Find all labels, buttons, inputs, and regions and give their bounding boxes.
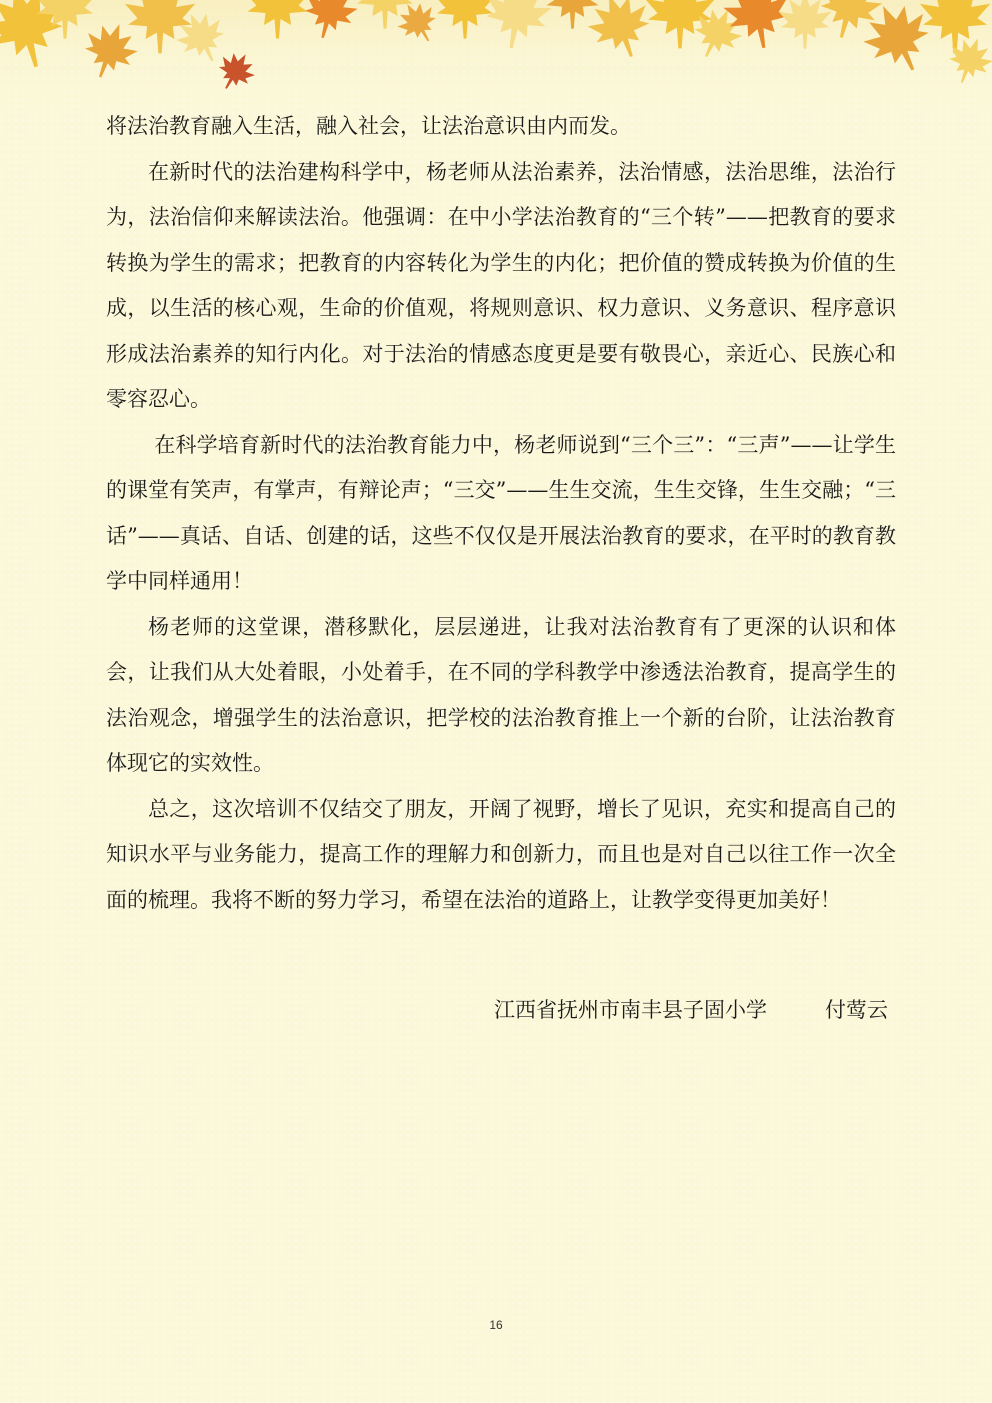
paragraph: 在科学培育新时代的法治教育能力中，杨老师说到“三个三”：“三声”——让学生的课堂有笑声，有掌声，有辩论声；“三交”——生生交流，生生交锋，生生交融；“三话”——真话、自话、创建的话，这些不仅仅是开展法治教育的要求，在平时的教育教学中同样通用！ <box>106 432 896 593</box>
signature-school: 江西省抚州市南丰县子固小学 <box>494 998 767 1022</box>
paragraph: 杨老师的这堂课，潜移默化，层层递进，让我对法治教育有了更深的认识和体会，让我们从大处着眼，小处着手，在不同的学科教学中渗透法治教育，提高学生的法治观念，增强学生的法治意识，把学校的法治教育推上一个新的台阶，让法治教育体现它的实效性。 <box>106 614 896 775</box>
signature-author: 付莺云 <box>825 998 888 1022</box>
paragraph: 将法治教育融入生活，融入社会，让法治意识由内而发。 <box>106 114 631 138</box>
signature <box>494 994 888 1026</box>
paragraph: 总之，这次培训不仅结交了朋友，开阔了视野，增长了见识，充实和提高自己的知识水平与业务能力，提高工作的理解力和创新力，而且也是对自己以往工作一次全面的梳理。我将不断的努力学习，希望在法治的道路上，让教学变得更加美好！ <box>106 796 896 912</box>
paragraph: 在新时代的法治建构科学中，杨老师从法治素养，法治情感，法治思维，法治行为，法治信仰来解读法治。他强调：在中小学法治教育的“三个转”——把教育的要求转换为学生的需求；把教育的内容转化为学生的内化；把价值的赞成转换为价值的生成，以生活的核心观，生命的价值观，将规则意识、权力意识、义务意识、程序意识形成法治素养的知行内化。对于法治的情感态度更是要有敬畏心，亲近心、民族心和零容忍心。 <box>106 159 896 411</box>
page-number: 16 <box>489 1318 503 1332</box>
maple-leaves-banner-icon <box>0 0 992 120</box>
article-body <box>106 104 896 923</box>
